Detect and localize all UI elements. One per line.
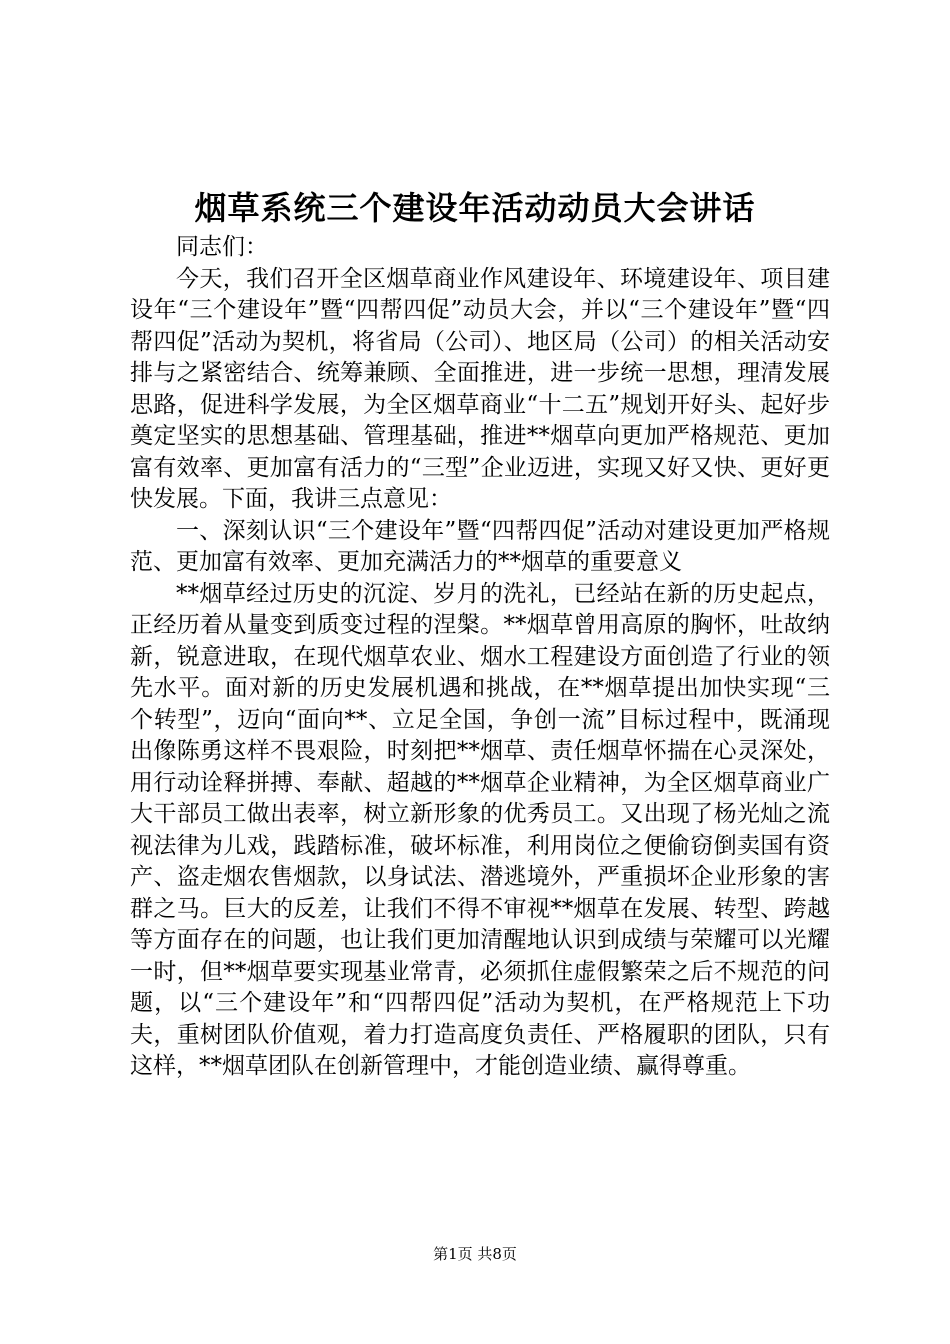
page-number-footer: 第1页 共8页	[433, 1245, 517, 1263]
section-heading-paragraph: 一、深刻认识“三个建设年”暨“四帮四促”活动对建设更加严格规范、更加富有效率、更加充满活力的**烟草的重要意义	[130, 517, 830, 575]
salutation-paragraph: 同志们：	[176, 234, 268, 260]
intro-paragraph: 今天，我们召开全区烟草商业作风建设年、环境建设年、项目建设年“三个建设年”暨“四帮四促”动员大会，并以“三个建设年”暨“四帮四促”活动为契机，将省局（公司）、地区局（公司）的相关活动安排与之紧密结合、统筹兼顾、全面推进，进一步统一思想，理清发展思路，促进科学发展，为全区烟草商业“十二五”规划开好头、起好步奠定坚实的思想基础、管理基础，推进**烟草向更加严格规范、更加富有效率、更加富有活力的“三型”企业迈进，实现又好又快、更好更快发展。下面，我讲三点意见：	[130, 265, 830, 512]
body-paragraph: **烟草经过历史的沉淀、岁月的洗礼，已经站在新的历史起点，正经历着从量变到质变过程的涅槃。**烟草曾用高原的胸怀，吐故纳新，锐意进取，在现代烟草农业、烟水工程建设方面创造了行业的领先水平。面对新的历史发展机遇和挑战，在**烟草提出加快实现“三个转型”，迈向“面向**、立足全国，争创一流”目标过程中，既涌现出像陈勇这样不畏艰险，时刻把**烟草、责任烟草怀揣在心灵深处，用行动诠释拼搏、奉献、超越的**烟草企业精神，为全区烟草商业广大干部员工做出表率，树立新形象的优秀员工。又出现了杨光灿之流视法律为儿戏，践踏标准，破坏标准，利用岗位之便偷窃倒卖国有资产、盗走烟农售烟款，以身试法、潜逃境外，严重损坏企业形象的害群之马。巨大的反差，让我们不得不审视**烟草在发展、转型、跨越等方面存在的问题，也让我们更加清醒地认识到成绩与荣耀可以光耀一时，但**烟草要实现基业常青，必须抓住虚假繁荣之后不规范的问题，以“三个建设年”和“四帮四促”活动为契机，在严格规范上下功夫，重树团队价值观，着力打造高度负责任、严格履职的团队，只有这样，**烟草团队在创新管理中，才能创造业绩、赢得尊重。	[130, 580, 830, 1079]
document-title: 烟草系统三个建设年活动动员大会讲话	[194, 189, 756, 227]
document-body	[130, 232, 830, 1083]
